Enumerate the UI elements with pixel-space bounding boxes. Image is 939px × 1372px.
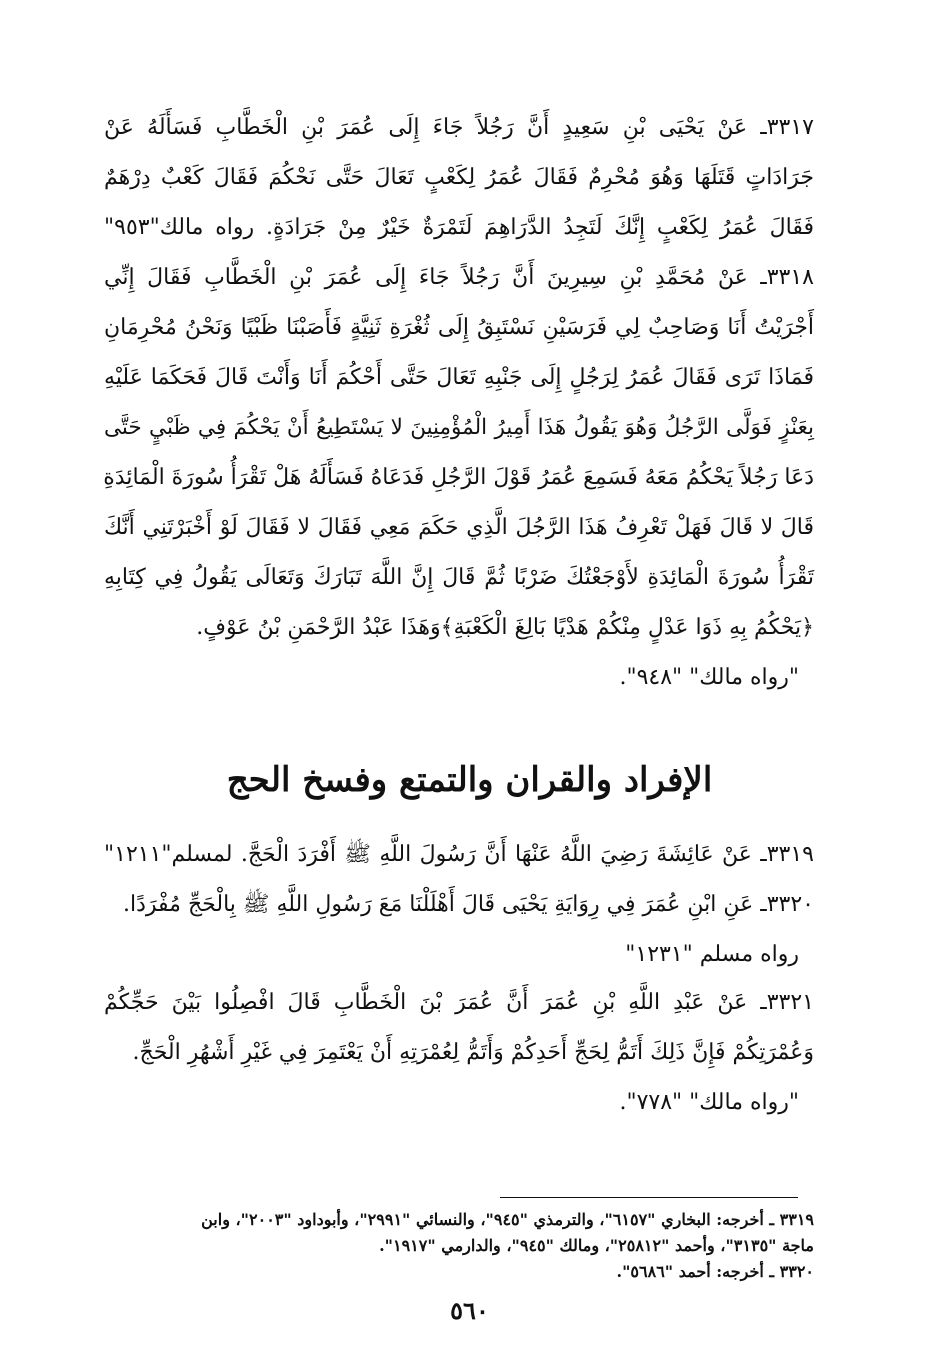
hadith-3318-line-8: ﴿يَحْكُمُ بِهِ ذَوَا عَدْلٍ مِنْكُمْ هَدْيًا بَالِغَ الْكَعْبَةِ﴾وَهَذَا عَبْدُ الرَّحْمَنِ بْنُ عَوْفٍ. xyxy=(196,615,814,640)
hadith-3318-source: "رواه مالك" "٩٤٨". xyxy=(619,665,799,690)
hadith-3318-line-1: ٣٣١٨ـ عَنْ مُحَمَّدِ بْنِ سِيرِينَ أَنَّ رَجُلاً جَاءَ إِلَى عُمَرَ بْنِ الْخَطَّابِ فَقَالَ إِنِّي xyxy=(104,265,814,290)
hadith-3321-line-2: وَعُمْرَتِكُمْ فَإِنَّ ذَلِكَ أَتَمُّ لِحَجِّ أَحَدِكُمْ وَأَتَمُّ لِعُمْرَتِهِ أَنْ يَعْتَمِرَ فِي غَيْرِ أَشْهُرِ الْحَجِّ. xyxy=(132,1040,814,1065)
hadith-3318-line-4: بِعَنْزٍ فَوَلَّى الرَّجُلُ وَهُوَ يَقُولُ هَذَا أَمِيرُ الْمُؤْمِنِينَ لا يَسْتَطِيعُ أَنْ يَحْكُمَ فِي ظَبْيٍ حَتَّى xyxy=(104,415,814,440)
section-title: الإفراد والقران والتمتع وفسخ الحج xyxy=(226,760,713,800)
hadith-3318-line-5: دَعَا رَجُلاً يَحْكُمُ مَعَهُ فَسَمِعَ عُمَرُ قَوْلَ الرَّجُلِ فَدَعَاهُ فَسَأَلَهُ هَلْ تَقْرَأُ سُورَةَ الْمَائِدَةِ xyxy=(103,465,814,490)
page-number: ٥٦٠ xyxy=(450,1296,489,1325)
hadith-3320-line: ٣٣٢٠ـ عَنِ ابْنِ عُمَرَ فِي رِوَايَةِ يَحْيَى قَالَ أَهْلَلْنَا مَعَ رَسُولِ اللَّهِ ﷺ بِالْحَجِّ مُفْرَدًا. xyxy=(123,892,814,917)
footnote-3320: ٣٣٢٠ ـ أخرجه: أحمد "٥٦٨٦". xyxy=(616,1262,814,1281)
hadith-3317-line-3: فَقَالَ عُمَرُ لِكَعْبٍ إِنَّكَ لَتَجِدُ الدَّرَاهِمَ لَتَمْرَةٌ خَيْرٌ مِنْ جَرَادَةٍ. رواه مالك"٩٥٣" xyxy=(104,215,814,240)
hadith-3320-source: رواه مسلم "١٢٣١" xyxy=(625,942,799,967)
hadith-3317-line-2: جَرَادَاتٍ قَتَلَهَا وَهُوَ مُحْرِمٌ فَقَالَ عُمَرُ لِكَعْبٍ تَعَالَ حَتَّى نَحْكُمَ فَقَالَ كَعْبٌ دِرْهَمٌ xyxy=(104,165,814,190)
hadith-3317-line-1: ٣٣١٧ـ عَنْ يَحْيَى بْنِ سَعِيدٍ أَنَّ رَجُلاً جَاءَ إِلَى عُمَرَ بْنِ الْخَطَّابِ فَسَأَلَهُ عَنْ xyxy=(104,115,814,140)
footnote-divider xyxy=(500,1197,798,1198)
hadith-3318-line-6: قَالَ لا قَالَ فَهَلْ تَعْرِفُ هَذَا الرَّجُلَ الَّذِي حَكَمَ مَعِي فَقَالَ لا فَقَالَ لَوْ أَخْبَرْتَنِي أَنَّكَ xyxy=(104,515,814,540)
hadith-3318-line-7: تَقْرَأُ سُورَةَ الْمَائِدَةِ لأَوْجَعْتُكَ ضَرْبًا ثُمَّ قَالَ إِنَّ اللَّهَ تَبَارَكَ وَتَعَالَى يَقُولُ فِي كِتَابِهِ xyxy=(104,565,814,590)
hadith-3318-line-3: فَمَاذَا تَرَى فَقَالَ عُمَرُ لِرَجُلٍ إِلَى جَنْبِهِ تَعَالَ حَتَّى أَحْكُمَ أَنَا وَأَنْتَ قَالَ فَحَكَمَا عَلَيْهِ xyxy=(104,365,814,390)
footnote-3319-line-2: ماجة "٣١٣٥"، وأحمد "٢٥٨١٢"، ومالك "٩٤٥"، والدارمي "١٩١٧". xyxy=(379,1236,814,1255)
hadith-3321-line-1: ٣٣٢١ـ عَنْ عَبْدِ اللَّهِ بْنِ عُمَرَ أَنَّ عُمَرَ بْنَ الْخَطَّابِ قَالَ افْصِلُوا بَيْنَ حَجِّكُمْ xyxy=(104,990,814,1015)
hadith-3319-line: ٣٣١٩ـ عَنْ عَائِشَةَ رَضِيَ اللَّهُ عَنْهَا أَنَّ رَسُولَ اللَّهِ ﷺ أَفْرَدَ الْحَجَّ. لمسلم"١٢١١" xyxy=(104,842,814,867)
footnote-3319-line-1: ٣٣١٩ ـ أخرجه: البخاري "٦١٥٧"، والترمذي "٩٤٥"، والنسائي "٢٩٩١"، وأبوداود "٢٠٠٣"، وابن xyxy=(201,1210,814,1229)
hadith-3318-line-2: أَجْرَيْتُ أَنَا وَصَاحِبٌ لِي فَرَسَيْنِ نَسْتَبِقُ إِلَى ثُغْرَةِ ثَنِيَّةٍ فَأَصَبْنَا ظَبْيًا وَنَحْنُ مُحْرِمَانِ xyxy=(104,315,814,340)
hadith-3321-source: "رواه مالك" "٧٧٨". xyxy=(619,1090,799,1115)
